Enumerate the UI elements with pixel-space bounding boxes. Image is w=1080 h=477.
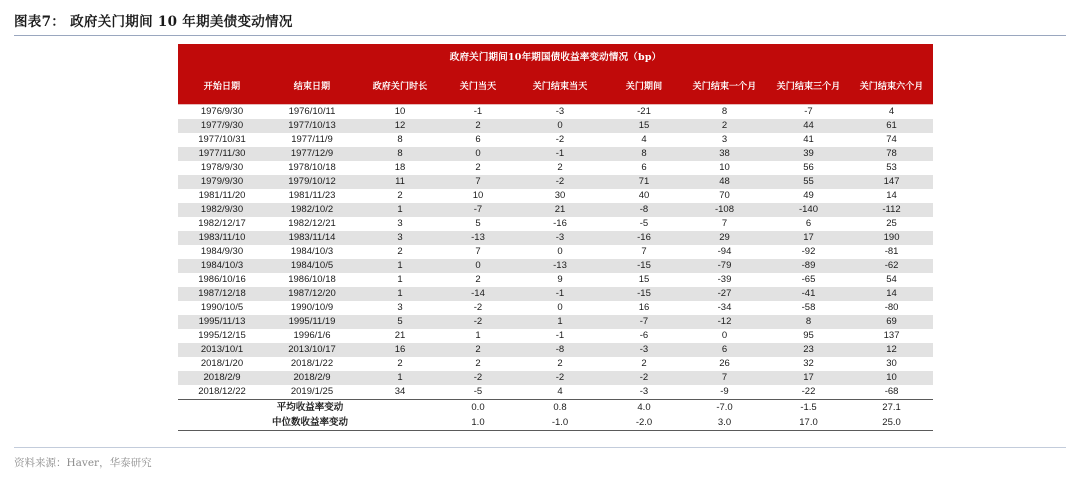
table-cell: 6	[767, 217, 850, 231]
table-row	[178, 231, 933, 245]
summary-cell: 4.0	[606, 399, 682, 415]
table-cell: -94	[682, 245, 767, 259]
table-cell: 1977/11/9	[266, 133, 358, 147]
table-cell: 1976/10/11	[266, 104, 358, 119]
table-cell: 1982/12/21	[266, 217, 358, 231]
table-row	[178, 315, 933, 329]
table-cell: 1996/1/6	[266, 329, 358, 343]
table-cell: 1978/10/18	[266, 161, 358, 175]
table-cell: 78	[850, 147, 933, 161]
table-cell: -79	[682, 259, 767, 273]
yield-change-table	[178, 44, 933, 431]
table-cell: 16	[606, 301, 682, 315]
column-header-duration: 政府关门时长	[358, 68, 442, 104]
table-cell: 1982/10/2	[266, 203, 358, 217]
table-cell: 3	[358, 217, 442, 231]
exhibit-title-block	[14, 10, 1066, 36]
table-cell: -2	[442, 315, 514, 329]
table-cell: 137	[850, 329, 933, 343]
summary-cell: 17.0	[767, 415, 850, 431]
table-cell: 2	[606, 357, 682, 371]
table-row	[178, 175, 933, 189]
table-cell: 32	[767, 357, 850, 371]
table-cell: -34	[682, 301, 767, 315]
table-cell: -9	[682, 385, 767, 400]
table-cell: -65	[767, 273, 850, 287]
table-row	[178, 287, 933, 301]
table-cell: 2	[442, 357, 514, 371]
table-cell: -15	[606, 259, 682, 273]
table-row	[178, 203, 933, 217]
table-cell: -1	[442, 104, 514, 119]
table-cell: 53	[850, 161, 933, 175]
table-cell: -8	[606, 203, 682, 217]
table-cell: 1995/11/19	[266, 315, 358, 329]
table-cell: 1984/10/5	[266, 259, 358, 273]
table-cell: 1982/9/30	[178, 203, 266, 217]
table-cell: 16	[358, 343, 442, 357]
table-cell: 0	[442, 259, 514, 273]
table-cell: -5	[442, 385, 514, 400]
table-row	[178, 147, 933, 161]
table-cell: 1979/9/30	[178, 175, 266, 189]
table-cell: -22	[767, 385, 850, 400]
table-column-header-row	[178, 68, 933, 104]
table-cell: 0	[442, 147, 514, 161]
table-cell: 17	[767, 371, 850, 385]
table-cell: 1984/10/3	[266, 245, 358, 259]
table-cell: 2	[514, 357, 606, 371]
table-cell: 8	[682, 104, 767, 119]
table-cell: 12	[358, 119, 442, 133]
table-cell: -16	[514, 217, 606, 231]
table-cell: -15	[606, 287, 682, 301]
table-cell: 56	[767, 161, 850, 175]
table-cell: -2	[514, 133, 606, 147]
table-cell: 7	[606, 245, 682, 259]
table-cell: 1995/12/15	[178, 329, 266, 343]
table-row	[178, 329, 933, 343]
table-row	[178, 301, 933, 315]
table-cell: 2	[682, 119, 767, 133]
table-cell: -7	[606, 315, 682, 329]
table-body	[178, 104, 933, 399]
table-cell: -16	[606, 231, 682, 245]
table-cell: 10	[442, 189, 514, 203]
table-cell: 1	[358, 287, 442, 301]
table-cell: -108	[682, 203, 767, 217]
table-cell: 2018/2/9	[266, 371, 358, 385]
table-cell: 4	[606, 133, 682, 147]
table-cell: 15	[606, 273, 682, 287]
table-cell: -8	[514, 343, 606, 357]
table-cell: 2	[358, 357, 442, 371]
table-cell: -81	[850, 245, 933, 259]
table-cell: 9	[514, 273, 606, 287]
table-summary	[178, 399, 933, 430]
table-row	[178, 259, 933, 273]
table-cell: 49	[767, 189, 850, 203]
table-cell: 70	[682, 189, 767, 203]
table-cell: 1981/11/23	[266, 189, 358, 203]
table-cell: 2018/12/22	[178, 385, 266, 400]
table-cell: 7	[442, 175, 514, 189]
table-cell: 1977/11/30	[178, 147, 266, 161]
table-cell: -5	[606, 217, 682, 231]
table-cell: 1977/12/9	[266, 147, 358, 161]
table-cell: 7	[682, 217, 767, 231]
table-cell: 69	[850, 315, 933, 329]
table-cell: 14	[850, 189, 933, 203]
table-cell: 0	[514, 245, 606, 259]
table-cell: 18	[358, 161, 442, 175]
table-cell: -1	[514, 329, 606, 343]
table-cell: -2	[514, 175, 606, 189]
table-cell: 44	[767, 119, 850, 133]
table-cell: 1984/10/3	[178, 259, 266, 273]
table-row	[178, 104, 933, 119]
summary-row	[178, 399, 933, 415]
table-cell: -112	[850, 203, 933, 217]
table-cell: 30	[514, 189, 606, 203]
table-cell: 40	[606, 189, 682, 203]
table-cell: 4	[850, 104, 933, 119]
table-cell: -3	[606, 343, 682, 357]
table-cell: 147	[850, 175, 933, 189]
table-cell: 6	[442, 133, 514, 147]
table-cell: 0	[682, 329, 767, 343]
table-cell: 2018/2/9	[178, 371, 266, 385]
table-cell: 23	[767, 343, 850, 357]
table-cell: 1984/9/30	[178, 245, 266, 259]
table-cell: 54	[850, 273, 933, 287]
table-cell: 2018/1/20	[178, 357, 266, 371]
table-cell: -2	[514, 371, 606, 385]
table-cell: 2	[442, 343, 514, 357]
table-row	[178, 189, 933, 203]
page-title: 图表7： 政府关门期间 10 年期美债变动情况	[14, 14, 293, 30]
column-header-end-date: 结束日期	[266, 68, 358, 104]
table-cell: 1	[358, 371, 442, 385]
table-cell: 1	[358, 259, 442, 273]
table-cell: 8	[358, 147, 442, 161]
table-cell: -7	[442, 203, 514, 217]
table-cell: 38	[682, 147, 767, 161]
column-header-shutdown-day: 关门当天	[442, 68, 514, 104]
table-row	[178, 371, 933, 385]
source-note: 资料来源：Haver，华泰研究	[14, 457, 152, 469]
table-cell: 1987/12/18	[178, 287, 266, 301]
title-divider	[14, 35, 1066, 36]
table-cell: 2013/10/1	[178, 343, 266, 357]
table-cell: 1978/9/30	[178, 161, 266, 175]
table-banner-title: 政府关门期间10年期国债收益率变动情况（bp）	[178, 44, 933, 68]
table-cell: 190	[850, 231, 933, 245]
table-cell: 1981/11/20	[178, 189, 266, 203]
table-cell: 30	[850, 357, 933, 371]
table-cell: 3	[358, 301, 442, 315]
table-cell: 1	[358, 203, 442, 217]
table-cell: 21	[514, 203, 606, 217]
column-header-six-month: 关门结束六个月	[850, 68, 933, 104]
table-cell: 6	[682, 343, 767, 357]
summary-cell: 25.0	[850, 415, 933, 431]
column-header-reopen-day: 关门结束当天	[514, 68, 606, 104]
table-cell: 1	[514, 315, 606, 329]
table-cell: 7	[682, 371, 767, 385]
table-cell: -39	[682, 273, 767, 287]
table-banner-row	[178, 44, 933, 68]
table-row	[178, 161, 933, 175]
table-cell: 61	[850, 119, 933, 133]
table-cell: -21	[606, 104, 682, 119]
table-cell: -1	[514, 287, 606, 301]
table-cell: 2	[442, 273, 514, 287]
table-cell: 1990/10/9	[266, 301, 358, 315]
summary-cell: -1.0	[514, 415, 606, 431]
table-cell: 1987/12/20	[266, 287, 358, 301]
summary-cell: 3.0	[682, 415, 767, 431]
table-cell: 3	[682, 133, 767, 147]
summary-row	[178, 415, 933, 431]
table-cell: -58	[767, 301, 850, 315]
table-cell: 8	[767, 315, 850, 329]
table-cell: -27	[682, 287, 767, 301]
table-cell: 29	[682, 231, 767, 245]
table-cell: 1986/10/18	[266, 273, 358, 287]
table-cell: 4	[514, 385, 606, 400]
table-cell: -12	[682, 315, 767, 329]
table-cell: 15	[606, 119, 682, 133]
summary-cell: 27.1	[850, 399, 933, 415]
summary-cell: -2.0	[606, 415, 682, 431]
table-cell: 2	[442, 161, 514, 175]
summary-row-label: 中位数收益率变动	[178, 415, 442, 431]
table-cell: 1	[358, 273, 442, 287]
table-cell: 55	[767, 175, 850, 189]
table-cell: -80	[850, 301, 933, 315]
table-cell: 0	[514, 119, 606, 133]
footer-divider	[14, 447, 1066, 448]
table-header	[178, 44, 933, 104]
table-cell: 10	[358, 104, 442, 119]
table-row	[178, 119, 933, 133]
table-cell: -14	[442, 287, 514, 301]
column-header-during: 关门期间	[606, 68, 682, 104]
table-cell: -13	[442, 231, 514, 245]
table-cell: -2	[606, 371, 682, 385]
table-cell: -68	[850, 385, 933, 400]
table-cell: 21	[358, 329, 442, 343]
table-cell: 39	[767, 147, 850, 161]
table-cell: 10	[682, 161, 767, 175]
column-header-three-month: 关门结束三个月	[767, 68, 850, 104]
table-cell: 1983/11/14	[266, 231, 358, 245]
table-cell: -92	[767, 245, 850, 259]
table-cell: -13	[514, 259, 606, 273]
table-cell: 6	[606, 161, 682, 175]
table-cell: -140	[767, 203, 850, 217]
table-cell: 1977/10/31	[178, 133, 266, 147]
table-cell: 2	[514, 161, 606, 175]
table-cell: 1979/10/12	[266, 175, 358, 189]
table-cell: 1995/11/13	[178, 315, 266, 329]
table-cell: -89	[767, 259, 850, 273]
summary-cell: -1.5	[767, 399, 850, 415]
table-cell: 25	[850, 217, 933, 231]
table-cell: -3	[606, 385, 682, 400]
table-cell: 2	[442, 119, 514, 133]
table-cell: 2013/10/17	[266, 343, 358, 357]
table-cell: 1982/12/17	[178, 217, 266, 231]
table-cell: 26	[682, 357, 767, 371]
table-cell: 7	[442, 245, 514, 259]
table-cell: -41	[767, 287, 850, 301]
table-row	[178, 385, 933, 400]
table-cell: 1983/11/10	[178, 231, 266, 245]
table-cell: 41	[767, 133, 850, 147]
table-cell: 1976/9/30	[178, 104, 266, 119]
table-cell: 2	[358, 245, 442, 259]
table-cell: -3	[514, 231, 606, 245]
table-cell: 48	[682, 175, 767, 189]
table-cell: 11	[358, 175, 442, 189]
table-cell: 0	[514, 301, 606, 315]
table-cell: 95	[767, 329, 850, 343]
table-cell: 2019/1/25	[266, 385, 358, 400]
table-cell: -1	[514, 147, 606, 161]
table-cell: 8	[358, 133, 442, 147]
table-cell: 17	[767, 231, 850, 245]
table-cell: 1	[442, 329, 514, 343]
table-cell: -2	[442, 301, 514, 315]
table-cell: -6	[606, 329, 682, 343]
data-table-container	[178, 44, 924, 431]
summary-cell: -7.0	[682, 399, 767, 415]
table-cell: -62	[850, 259, 933, 273]
table-cell: 1986/10/16	[178, 273, 266, 287]
table-cell: 5	[442, 217, 514, 231]
table-cell: 2	[358, 189, 442, 203]
table-cell: 2018/1/22	[266, 357, 358, 371]
table-row	[178, 217, 933, 231]
summary-cell: 1.0	[442, 415, 514, 431]
column-header-start-date: 开始日期	[178, 68, 266, 104]
table-row	[178, 133, 933, 147]
column-header-one-month: 关门结束一个月	[682, 68, 767, 104]
summary-row-label: 平均收益率变动	[178, 399, 442, 415]
table-cell: 3	[358, 231, 442, 245]
table-cell: 1990/10/5	[178, 301, 266, 315]
table-cell: -3	[514, 104, 606, 119]
table-cell: 5	[358, 315, 442, 329]
table-cell: 74	[850, 133, 933, 147]
table-row	[178, 245, 933, 259]
table-cell: -2	[442, 371, 514, 385]
summary-cell: 0.0	[442, 399, 514, 415]
table-cell: 12	[850, 343, 933, 357]
table-row	[178, 343, 933, 357]
table-row	[178, 357, 933, 371]
summary-cell: 0.8	[514, 399, 606, 415]
footer-block	[14, 447, 1066, 470]
table-cell: 71	[606, 175, 682, 189]
table-cell: 8	[606, 147, 682, 161]
table-cell: 34	[358, 385, 442, 400]
table-cell: -7	[767, 104, 850, 119]
table-cell: 10	[850, 371, 933, 385]
table-cell: 1977/10/13	[266, 119, 358, 133]
table-cell: 1977/9/30	[178, 119, 266, 133]
table-cell: 14	[850, 287, 933, 301]
table-row	[178, 273, 933, 287]
